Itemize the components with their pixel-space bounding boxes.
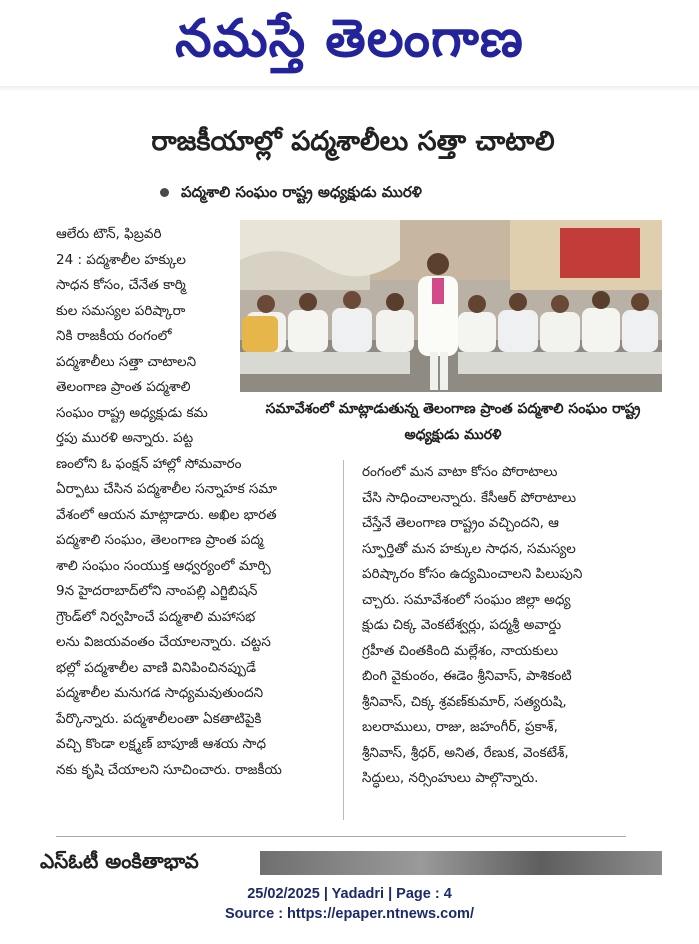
article-headline: రాజకీయాల్లో పద్మశాలీలు సత్తా చాటాలి — [151, 126, 555, 157]
footer-source-link[interactable]: Source : https://epaper.ntnews.com/ — [225, 906, 474, 922]
column-divider — [343, 460, 344, 820]
next-article-photo — [260, 851, 662, 875]
photo-caption: సమావేశంలో మాట్లాడుతున్న తెలంగాణ ప్రాంత పద్మశాలి సంఘం రాష్ట్ర అధ్యక్షుడు మురళి — [265, 401, 641, 443]
article-body-left-column: ఆలేరు టౌన్, ఫిబ్రవరి 24 : పద్మశాలీల హక్కుల సాధన కోసం, చేనేత కార్మి కుల సమస్యల పరిష్కారా నికి రాజకీయ రంగంలో పద్మశాలీలు సత్తా చాటాలని తెలంగాణ ప్రాంత పద్మశాలి సంఘం రాష్ట్ర అధ్యక్షుడు కమ ర్తపు మురళి అన్నారు. పట్ట ణంలోని ఓ ఫంక్షన్ హాల్లో సోమవారం ఏర్పాటు చేసిన పద్మశాలీల సన్నాహక సమా వేశంలో ఆయన మాట్లాడారు. అఖిల భారత పద్మశాలి సంఘం, తెలంగాణ ప్రాంత పద్మ శాలి సంఘం సంయుక్త ఆధ్వర్యంలో మార్చి 9న హైదరాబాద్‌లోని నాంపల్లి ఎగ్జిబిషన్ గ్రౌండ్‌లో నిర్వహించే పద్మశాలి మహాసభ లను విజయవంతం చేయాలన్నారు. చట్టస భల్లో పద్మశాలీల వాణి వినిపించినప్పుడే పద్మశాలీల మనుగడ సాధ్యమవుతుందని పేర్కొన్నారు. పద్మశాలీలంతా ఏకతాటిపైకి వచ్చి కొండా లక్ష్మణ్ బాపూజీ ఆశయ సాధ నకు కృషి చేయాలని సూచించారు. రాజకీయ — [56, 226, 282, 778]
newspaper-title: నమస్తే తెలంగాణ — [175, 8, 524, 69]
article-body-right-column: రంగంలో మన వాటా కోసం పోరాటాలు చేసి సాధించాలన్నారు. కేసీఆర్ పోరాటాలు చేస్తేనే తెలంగాణ రాష్ట్రం వచ్చిందని, ఆ స్ఫూర్తితో మన హక్కుల సాధన, సమస్యల పరిష్కారం కోసం ఉద్యమించాలని పిలుపుని చ్చారు. సమావేశంలో సంఘం జిల్లా అధ్య క్షుడు చిక్క వెంకటేశ్వర్లు, పద్మశ్రీ అవార్డు గ్రహీత చింతకింది మల్లేశం, నాయకులు బింగి వైకుంఠం, ఈడెం శ్రీనివాస్, పాశికంటి శ్రీనివాస్, చిక్క శ్రవణ్‌కుమార్, సత్యరుషి, బలరాములు, రాజు, జహంగీర్, ప్రకాశ్, శ్రీనివాస్, శ్రీధర్, అనిత, రేణుక, వెంకటేశ్, సిద్ధులు, నర్సింహులు పాల్గొన్నారు. — [362, 464, 583, 786]
article-photo — [240, 220, 662, 392]
footer-date-edition-page: 25/02/2025 | Yadadri | Page : 4 — [247, 886, 452, 902]
article-subhead — [160, 180, 620, 204]
next-article-headline: ఎస్‌ఓటీ అంకితాభావ — [40, 849, 199, 872]
article-bottom-rule — [56, 836, 626, 837]
paper-edge — [0, 86, 699, 92]
bullet-icon — [160, 188, 169, 197]
subhead-text: పద్మశాలి సంఘం రాష్ట్ర అధ్యక్షుడు మురళి — [181, 183, 422, 201]
meeting-photo-illustration — [240, 220, 662, 392]
page-footer — [0, 878, 699, 944]
masthead — [0, 0, 699, 82]
